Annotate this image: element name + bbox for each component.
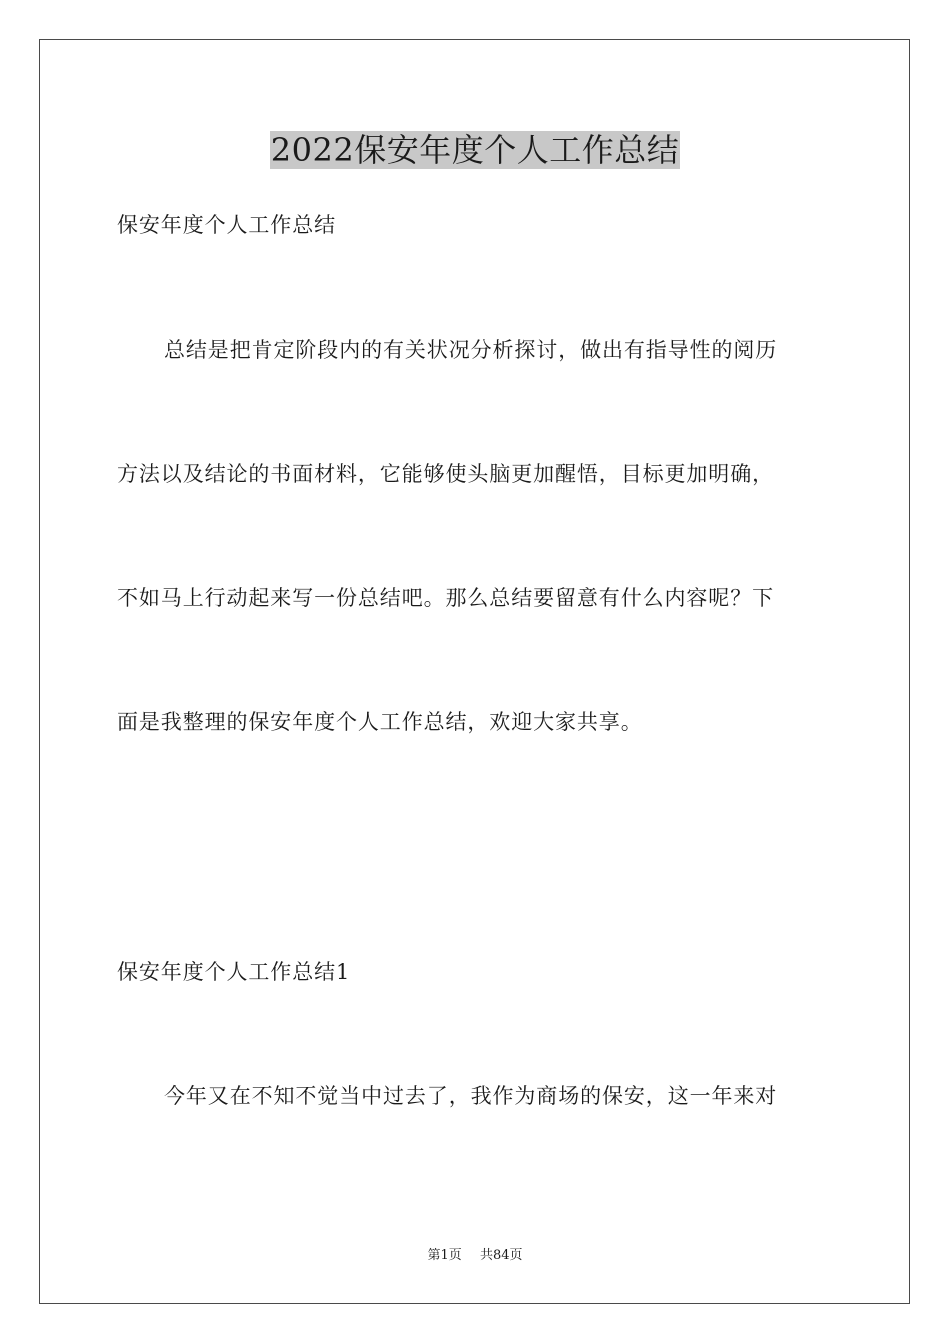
paragraph-line: 不如马上行动起来写一份总结吧。那么总结要留意有什么内容呢？下 (117, 586, 774, 610)
paragraph-line: 面是我整理的保安年度个人工作总结，欢迎大家共享。 (117, 710, 643, 734)
section-heading: 保安年度个人工作总结1 (117, 960, 351, 984)
document-title-text: 2022保安年度个人工作总结 (270, 131, 680, 169)
document-title (0, 128, 950, 172)
paragraph-line: 总结是把肯定阶段内的有关状况分析探讨，做出有指导性的阅历 (164, 338, 778, 362)
paragraph-line: 今年又在不知不觉当中过去了，我作为商场的保安，这一年来对 (164, 1084, 778, 1108)
page-number: 第1页 (427, 1248, 462, 1263)
page-total: 共84页 (479, 1248, 523, 1263)
page-footer (0, 1247, 950, 1265)
paragraph-line: 方法以及结论的书面材料，它能够使头脑更加醒悟，目标更加明确， (117, 462, 774, 486)
document-subtitle: 保安年度个人工作总结 (117, 213, 336, 237)
